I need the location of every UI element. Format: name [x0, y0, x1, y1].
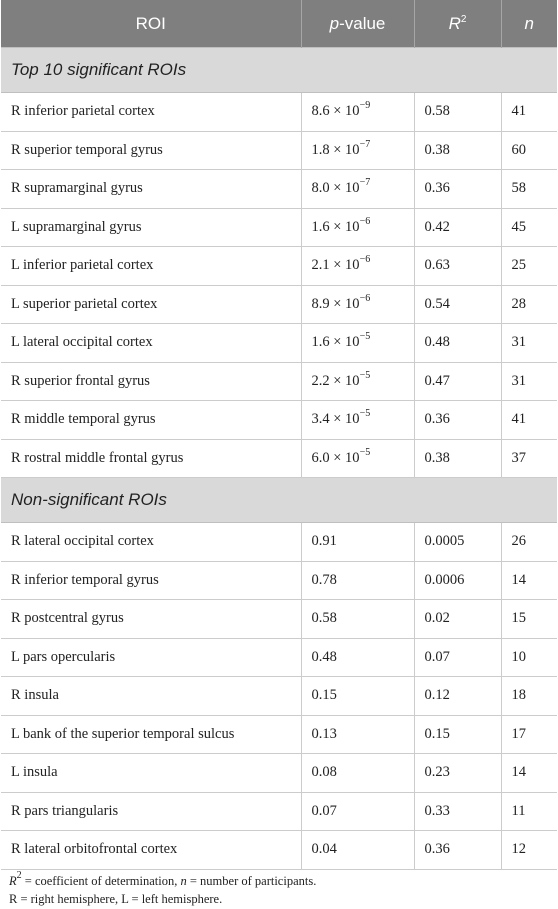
header-p-symbol: p	[329, 13, 340, 33]
p-value-exponent: −5	[359, 369, 371, 381]
r-squared-cell: 0.33	[414, 792, 501, 831]
p-value-cell	[301, 324, 414, 363]
table-row	[1, 324, 557, 363]
p-value-exponent: −7	[359, 177, 371, 189]
n-cell: 41	[501, 401, 557, 440]
roi-cell: R inferior temporal gyrus	[1, 561, 301, 600]
p-value-exponent: −6	[359, 215, 371, 227]
p-value-mantissa: 0.13	[311, 725, 337, 742]
p-value-mantissa: 0.78	[311, 571, 337, 588]
p-value-cell	[301, 523, 414, 562]
footnote-line-1	[9, 872, 549, 890]
p-value-mantissa: 2.2 × 10	[311, 372, 360, 389]
p-value-mantissa: 6.0 × 10	[311, 449, 360, 466]
p-value-cell	[301, 401, 414, 440]
n-cell: 10	[501, 638, 557, 677]
n-cell: 45	[501, 208, 557, 247]
p-value-cell	[301, 638, 414, 677]
table-row	[1, 715, 557, 754]
r-squared-cell: 0.36	[414, 170, 501, 209]
roi-cell: R pars triangularis	[1, 792, 301, 831]
r-squared-cell: 0.36	[414, 831, 501, 870]
p-value-mantissa: 0.58	[311, 610, 337, 627]
r-squared-cell: 0.15	[414, 715, 501, 754]
n-cell: 60	[501, 131, 557, 170]
roi-results-table	[1, 0, 557, 870]
roi-cell: R supramarginal gyrus	[1, 170, 301, 209]
p-value-cell	[301, 677, 414, 716]
footnote-r-definition: = coefficient of determination,	[21, 874, 181, 888]
table-row	[1, 523, 557, 562]
p-value-cell	[301, 131, 414, 170]
p-value-exponent: −9	[359, 100, 371, 112]
table-row	[1, 638, 557, 677]
p-value-cell	[301, 831, 414, 870]
n-cell: 37	[501, 439, 557, 478]
group-title: Non-significant ROIs	[1, 478, 557, 523]
r-squared-cell: 0.47	[414, 362, 501, 401]
header-row	[1, 0, 557, 48]
r-squared-cell: 0.23	[414, 754, 501, 793]
p-value-mantissa: 0.91	[311, 533, 337, 550]
p-value-mantissa: 0.07	[311, 802, 337, 819]
p-value-mantissa: 8.6 × 10	[311, 103, 360, 120]
n-cell: 58	[501, 170, 557, 209]
p-value-mantissa: 8.0 × 10	[311, 180, 360, 197]
table-row	[1, 831, 557, 870]
table-row	[1, 170, 557, 209]
p-value-mantissa: 1.8 × 10	[311, 141, 360, 158]
n-cell: 31	[501, 362, 557, 401]
table-row	[1, 439, 557, 478]
p-value-cell	[301, 208, 414, 247]
p-value-cell	[301, 93, 414, 132]
r-squared-cell: 0.38	[414, 131, 501, 170]
results-table-container	[1, 0, 557, 870]
p-value-mantissa: 1.6 × 10	[311, 334, 360, 351]
p-value-exponent: −5	[359, 408, 371, 420]
n-cell: 12	[501, 831, 557, 870]
table-row	[1, 285, 557, 324]
roi-cell: R postcentral gyrus	[1, 600, 301, 639]
footnote-n-definition: = number of participants.	[186, 874, 317, 888]
header-roi: ROI	[1, 0, 301, 48]
p-value-exponent: −6	[359, 254, 371, 266]
table-row	[1, 247, 557, 286]
table-header	[1, 0, 557, 48]
p-value-cell	[301, 362, 414, 401]
table-row	[1, 600, 557, 639]
header-p-suffix: -value	[339, 13, 386, 33]
roi-cell: L superior parietal cortex	[1, 285, 301, 324]
table-row	[1, 208, 557, 247]
p-value-exponent: −5	[359, 446, 371, 458]
roi-cell: R inferior parietal cortex	[1, 93, 301, 132]
footnote-r-superscript: 2	[16, 870, 22, 881]
n-cell: 31	[501, 324, 557, 363]
table-row	[1, 131, 557, 170]
r-squared-cell: 0.0006	[414, 561, 501, 600]
r-squared-cell: 0.07	[414, 638, 501, 677]
footnote-n-symbol: n	[180, 874, 187, 888]
group-title: Top 10 significant ROIs	[1, 48, 557, 93]
header-n: n	[501, 0, 557, 48]
roi-cell: R superior frontal gyrus	[1, 362, 301, 401]
n-cell: 14	[501, 754, 557, 793]
table-body	[1, 48, 557, 870]
p-value-cell	[301, 754, 414, 793]
header-r-squared	[414, 0, 501, 48]
roi-cell: R superior temporal gyrus	[1, 131, 301, 170]
table-row	[1, 677, 557, 716]
roi-cell: R rostral middle frontal gyrus	[1, 439, 301, 478]
r-squared-cell: 0.42	[414, 208, 501, 247]
r-squared-cell: 0.54	[414, 285, 501, 324]
p-value-mantissa: 2.1 × 10	[311, 257, 360, 274]
roi-cell: L bank of the superior temporal sulcus	[1, 715, 301, 754]
table-row	[1, 561, 557, 600]
p-value-cell	[301, 600, 414, 639]
header-r-symbol: R	[448, 13, 461, 33]
r-squared-cell: 0.02	[414, 600, 501, 639]
roi-cell: L lateral occipital cortex	[1, 324, 301, 363]
n-cell: 11	[501, 792, 557, 831]
r-squared-cell: 0.0005	[414, 523, 501, 562]
footnote-r-symbol: R	[9, 874, 17, 888]
p-value-mantissa: 0.48	[311, 648, 337, 665]
p-value-cell	[301, 285, 414, 324]
group-header-row	[1, 48, 557, 93]
n-cell: 14	[501, 561, 557, 600]
n-cell: 41	[501, 93, 557, 132]
roi-cell: R insula	[1, 677, 301, 716]
roi-cell: L pars opercularis	[1, 638, 301, 677]
table-row	[1, 754, 557, 793]
p-value-cell	[301, 715, 414, 754]
r-squared-cell: 0.12	[414, 677, 501, 716]
table-row	[1, 362, 557, 401]
n-cell: 15	[501, 600, 557, 639]
table-row	[1, 93, 557, 132]
table-row	[1, 792, 557, 831]
roi-cell: L insula	[1, 754, 301, 793]
r-squared-cell: 0.38	[414, 439, 501, 478]
group-header-row	[1, 478, 557, 523]
table-footnote	[9, 872, 549, 908]
p-value-mantissa: 0.08	[311, 764, 337, 781]
p-value-exponent: −5	[359, 331, 371, 343]
roi-cell: R lateral orbitofrontal cortex	[1, 831, 301, 870]
p-value-cell	[301, 561, 414, 600]
p-value-mantissa: 3.4 × 10	[311, 411, 360, 428]
roi-cell: L inferior parietal cortex	[1, 247, 301, 286]
roi-cell: R middle temporal gyrus	[1, 401, 301, 440]
footnote-line-2: R = right hemisphere, L = left hemisphere.	[9, 892, 223, 906]
n-cell: 26	[501, 523, 557, 562]
p-value-exponent: −7	[359, 138, 371, 150]
r-squared-cell: 0.36	[414, 401, 501, 440]
n-cell: 28	[501, 285, 557, 324]
p-value-mantissa: 8.9 × 10	[311, 295, 360, 312]
n-cell: 25	[501, 247, 557, 286]
p-value-cell	[301, 439, 414, 478]
n-cell: 18	[501, 677, 557, 716]
r-squared-cell: 0.58	[414, 93, 501, 132]
r-squared-cell: 0.63	[414, 247, 501, 286]
p-value-cell	[301, 170, 414, 209]
table-row	[1, 401, 557, 440]
p-value-mantissa: 0.04	[311, 841, 337, 858]
p-value-cell	[301, 247, 414, 286]
n-cell: 17	[501, 715, 557, 754]
header-p-value	[301, 0, 414, 48]
r-squared-cell: 0.48	[414, 324, 501, 363]
p-value-cell	[301, 792, 414, 831]
roi-cell: L supramarginal gyrus	[1, 208, 301, 247]
roi-cell: R lateral occipital cortex	[1, 523, 301, 562]
p-value-exponent: −6	[359, 292, 371, 304]
header-r-superscript: 2	[460, 13, 467, 25]
p-value-mantissa: 1.6 × 10	[311, 218, 360, 235]
p-value-mantissa: 0.15	[311, 687, 337, 704]
